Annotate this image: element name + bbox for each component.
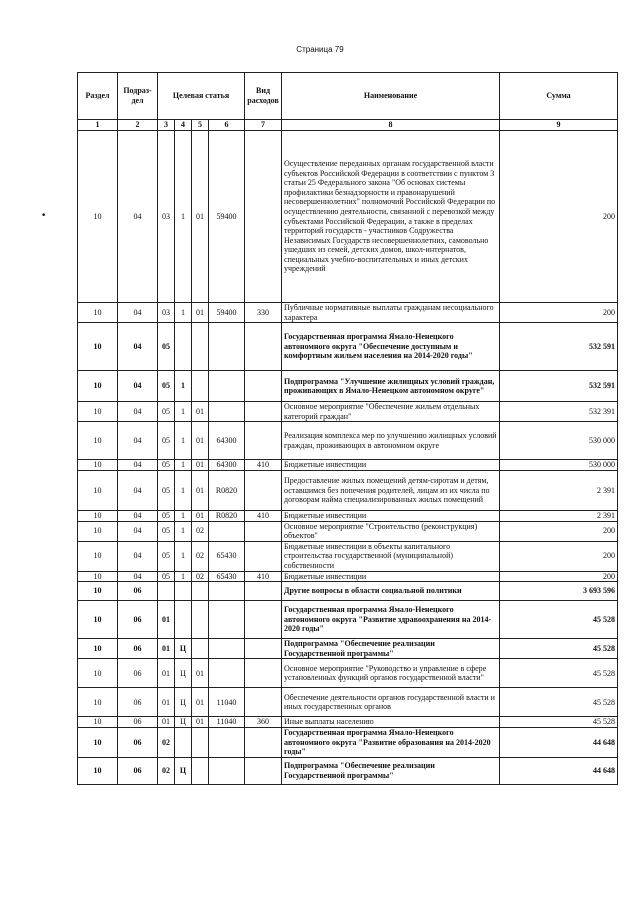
code-cell-v bbox=[245, 727, 282, 757]
code-cell-d: 11040 bbox=[209, 717, 245, 728]
code-cell-v bbox=[245, 541, 282, 571]
table-row bbox=[78, 470, 618, 510]
name-cell: Иные выплаты населению bbox=[282, 717, 500, 728]
code-cell-v bbox=[245, 601, 282, 639]
stray-mark: • bbox=[41, 211, 47, 221]
name-cell: Осуществление переданных органам государственной власти субъектов Российской Федерации в соответствии с пунктом 3 статьи 25 Федерального закона "Об основах системы профилактики безнадзорности и правонарушений несовершеннолетних" полномочий Российской Федерации по осуществлению деятельности, связанной с перевозкой между субъектами Российской Федерации, а также в пределах территорий государств - участников Содружества Независимых Государств несовершеннолетних, самовольно ушедших из семей, детских домов, школ-интернатов, специальных учебно-воспитательных и иных детских учреждений bbox=[282, 131, 500, 303]
code-cell-c bbox=[192, 757, 209, 784]
code-cell-c: 01 bbox=[192, 303, 209, 323]
code-cell-a: 05 bbox=[158, 422, 175, 460]
table-row bbox=[78, 571, 618, 582]
code-cell-a: 05 bbox=[158, 510, 175, 521]
table-row bbox=[78, 582, 618, 601]
code-cell-v bbox=[245, 639, 282, 659]
sum-cell: 44 648 bbox=[500, 727, 618, 757]
code-cell-v bbox=[245, 659, 282, 688]
code-cell-a: 05 bbox=[158, 571, 175, 582]
code-cell-c bbox=[192, 639, 209, 659]
code-cell-p: 04 bbox=[118, 521, 158, 541]
table-row bbox=[78, 601, 618, 639]
code-cell-v bbox=[245, 582, 282, 601]
sum-cell: 2 391 bbox=[500, 470, 618, 510]
name-cell: Подпрограмма "Улучшение жилищных условий граждан, проживающих в Ямало-Ненецком автономном округе" bbox=[282, 371, 500, 402]
code-cell-a: 03 bbox=[158, 303, 175, 323]
table-row bbox=[78, 639, 618, 659]
code-cell-b: 1 bbox=[175, 303, 192, 323]
table-row bbox=[78, 303, 618, 323]
table-row bbox=[78, 510, 618, 521]
code-cell-b: 1 bbox=[175, 402, 192, 422]
table-row bbox=[78, 727, 618, 757]
sum-cell: 532 591 bbox=[500, 323, 618, 371]
code-cell-d bbox=[209, 323, 245, 371]
sum-cell: 200 bbox=[500, 571, 618, 582]
sum-cell: 200 bbox=[500, 303, 618, 323]
code-cell-c: 01 bbox=[192, 688, 209, 717]
code-cell-d bbox=[209, 521, 245, 541]
code-cell-c: 02 bbox=[192, 571, 209, 582]
code-cell-p: 06 bbox=[118, 688, 158, 717]
code-cell-b bbox=[175, 727, 192, 757]
code-cell-v bbox=[245, 371, 282, 402]
sum-cell: 200 bbox=[500, 131, 618, 303]
code-cell-c: 01 bbox=[192, 659, 209, 688]
code-cell-p: 04 bbox=[118, 571, 158, 582]
code-cell-b: Ц bbox=[175, 757, 192, 784]
table-row bbox=[78, 460, 618, 471]
code-cell-c bbox=[192, 601, 209, 639]
code-cell-d: 11040 bbox=[209, 688, 245, 717]
code-cell-p: 04 bbox=[118, 460, 158, 471]
code-cell-c: 01 bbox=[192, 717, 209, 728]
header-name: Наименование bbox=[282, 73, 500, 120]
code-cell-r: 10 bbox=[78, 371, 118, 402]
code-cell-b: Ц bbox=[175, 688, 192, 717]
table-row bbox=[78, 688, 618, 717]
code-cell-a: 01 bbox=[158, 601, 175, 639]
code-cell-a: 01 bbox=[158, 659, 175, 688]
code-cell-b: 1 bbox=[175, 371, 192, 402]
code-cell-a: 05 bbox=[158, 402, 175, 422]
name-cell: Государственная программа Ямало-Ненецкого автономного округа "Развитие образования на 2014-2020 годы" bbox=[282, 727, 500, 757]
sum-cell: 45 528 bbox=[500, 659, 618, 688]
table-header-row bbox=[78, 73, 618, 120]
code-cell-b bbox=[175, 582, 192, 601]
code-cell-p: 04 bbox=[118, 422, 158, 460]
header-sum: Сумма bbox=[500, 73, 618, 120]
code-cell-v bbox=[245, 323, 282, 371]
code-cell-d bbox=[209, 757, 245, 784]
code-cell-p: 04 bbox=[118, 510, 158, 521]
sum-cell: 3 693 596 bbox=[500, 582, 618, 601]
table-row bbox=[78, 757, 618, 784]
code-cell-c bbox=[192, 323, 209, 371]
code-cell-d: 64300 bbox=[209, 422, 245, 460]
header-razdel: Раздел bbox=[78, 73, 118, 120]
name-cell: Государственная программа Ямало-Ненецкого автономного округа "Обеспечение доступным и комфортным жильем населения на 2014-2020 годы" bbox=[282, 323, 500, 371]
code-cell-d: 65430 bbox=[209, 541, 245, 571]
code-cell-b: 1 bbox=[175, 541, 192, 571]
sum-cell: 532 391 bbox=[500, 402, 618, 422]
code-cell-d bbox=[209, 371, 245, 402]
column-number-row bbox=[78, 120, 618, 131]
code-cell-r: 10 bbox=[78, 521, 118, 541]
code-cell-c: 01 bbox=[192, 460, 209, 471]
code-cell-v: 330 bbox=[245, 303, 282, 323]
name-cell: Бюджетные инвестиции bbox=[282, 460, 500, 471]
column-number: 7 bbox=[245, 120, 282, 131]
code-cell-d bbox=[209, 601, 245, 639]
sum-cell: 45 528 bbox=[500, 601, 618, 639]
code-cell-p: 06 bbox=[118, 757, 158, 784]
page-number: Страница 79 bbox=[296, 45, 344, 54]
code-cell-p: 06 bbox=[118, 639, 158, 659]
code-cell-p: 04 bbox=[118, 470, 158, 510]
code-cell-p: 04 bbox=[118, 402, 158, 422]
sum-cell: 44 648 bbox=[500, 757, 618, 784]
name-cell: Бюджетные инвестиции в объекты капитального строительства государственной (муниципальной) собственности bbox=[282, 541, 500, 571]
column-number: 2 bbox=[118, 120, 158, 131]
code-cell-a bbox=[158, 582, 175, 601]
table-row bbox=[78, 521, 618, 541]
code-cell-p: 04 bbox=[118, 541, 158, 571]
code-cell-v bbox=[245, 470, 282, 510]
code-cell-c: 01 bbox=[192, 470, 209, 510]
table-row bbox=[78, 541, 618, 571]
code-cell-b: 1 bbox=[175, 571, 192, 582]
column-number: 3 bbox=[158, 120, 175, 131]
code-cell-r: 10 bbox=[78, 639, 118, 659]
code-cell-c: 02 bbox=[192, 521, 209, 541]
code-cell-c bbox=[192, 371, 209, 402]
code-cell-p: 06 bbox=[118, 727, 158, 757]
sum-cell: 2 391 bbox=[500, 510, 618, 521]
code-cell-r: 10 bbox=[78, 470, 118, 510]
code-cell-b: 1 bbox=[175, 521, 192, 541]
code-cell-d: 64300 bbox=[209, 460, 245, 471]
sum-cell: 45 528 bbox=[500, 688, 618, 717]
column-number: 6 bbox=[209, 120, 245, 131]
code-cell-a: 05 bbox=[158, 323, 175, 371]
name-cell: Основное мероприятие "Обеспечение жильем отдельных категорий граждан" bbox=[282, 402, 500, 422]
code-cell-a: 05 bbox=[158, 371, 175, 402]
code-cell-r: 10 bbox=[78, 510, 118, 521]
code-cell-r: 10 bbox=[78, 402, 118, 422]
name-cell: Обеспечение деятельности органов государственной власти и иных государственных органов bbox=[282, 688, 500, 717]
column-number: 8 bbox=[282, 120, 500, 131]
sum-cell: 45 528 bbox=[500, 717, 618, 728]
code-cell-r: 10 bbox=[78, 131, 118, 303]
code-cell-a: 05 bbox=[158, 541, 175, 571]
code-cell-p: 06 bbox=[118, 659, 158, 688]
code-cell-d: 59400 bbox=[209, 131, 245, 303]
sum-cell: 45 528 bbox=[500, 639, 618, 659]
table-row bbox=[78, 422, 618, 460]
code-cell-r: 10 bbox=[78, 303, 118, 323]
table-row bbox=[78, 402, 618, 422]
name-cell: Подпрограмма "Обеспечение реализации Государственной программы" bbox=[282, 639, 500, 659]
sum-cell: 530 000 bbox=[500, 460, 618, 471]
code-cell-b: 1 bbox=[175, 510, 192, 521]
code-cell-b: 1 bbox=[175, 422, 192, 460]
code-cell-r: 10 bbox=[78, 659, 118, 688]
column-number: 9 bbox=[500, 120, 618, 131]
code-cell-d: 65430 bbox=[209, 571, 245, 582]
code-cell-b bbox=[175, 323, 192, 371]
sum-cell: 200 bbox=[500, 521, 618, 541]
code-cell-p: 06 bbox=[118, 601, 158, 639]
code-cell-r: 10 bbox=[78, 688, 118, 717]
code-cell-r: 10 bbox=[78, 582, 118, 601]
code-cell-p: 04 bbox=[118, 131, 158, 303]
code-cell-a: 03 bbox=[158, 131, 175, 303]
code-cell-v: 410 bbox=[245, 571, 282, 582]
code-cell-v: 360 bbox=[245, 717, 282, 728]
code-cell-v bbox=[245, 422, 282, 460]
code-cell-r: 10 bbox=[78, 601, 118, 639]
code-cell-a: 05 bbox=[158, 470, 175, 510]
header-expense-type: Вид расходов bbox=[245, 73, 282, 120]
code-cell-v bbox=[245, 757, 282, 784]
code-cell-b: Ц bbox=[175, 717, 192, 728]
name-cell: Подпрограмма "Обеспечение реализации Государственной программы" bbox=[282, 757, 500, 784]
code-cell-v bbox=[245, 521, 282, 541]
code-cell-c: 01 bbox=[192, 510, 209, 521]
code-cell-b: 1 bbox=[175, 460, 192, 471]
code-cell-b: Ц bbox=[175, 639, 192, 659]
code-cell-d: 59400 bbox=[209, 303, 245, 323]
code-cell-c: 01 bbox=[192, 131, 209, 303]
code-cell-c: 01 bbox=[192, 402, 209, 422]
code-cell-d bbox=[209, 402, 245, 422]
sum-cell: 530 000 bbox=[500, 422, 618, 460]
code-cell-r: 10 bbox=[78, 571, 118, 582]
name-cell: Государственная программа Ямало-Ненецкого автономного округа "Развитие здравоохранения на 2014-2020 годы" bbox=[282, 601, 500, 639]
code-cell-r: 10 bbox=[78, 323, 118, 371]
code-cell-a: 02 bbox=[158, 727, 175, 757]
code-cell-c bbox=[192, 582, 209, 601]
code-cell-b: 1 bbox=[175, 470, 192, 510]
code-cell-r: 10 bbox=[78, 757, 118, 784]
code-cell-b: 1 bbox=[175, 131, 192, 303]
name-cell: Основное мероприятие "Руководство и управление в сфере установленных функций органов государственной власти" bbox=[282, 659, 500, 688]
code-cell-r: 10 bbox=[78, 460, 118, 471]
code-cell-c: 01 bbox=[192, 422, 209, 460]
code-cell-c bbox=[192, 727, 209, 757]
name-cell: Предоставление жилых помещений детям-сиротам и детям, оставшимся без попечения родителей, лицам из их числа по договорам найма специализированных жилых помещений bbox=[282, 470, 500, 510]
sum-cell: 532 591 bbox=[500, 371, 618, 402]
code-cell-v bbox=[245, 402, 282, 422]
column-number: 4 bbox=[175, 120, 192, 131]
sum-cell: 200 bbox=[500, 541, 618, 571]
name-cell: Другие вопросы в области социальной политики bbox=[282, 582, 500, 601]
name-cell: Бюджетные инвестиции bbox=[282, 571, 500, 582]
name-cell: Реализация комплекса мер по улучшению жилищных условий граждан, проживающих в автономном округе bbox=[282, 422, 500, 460]
header-podrazdel: Подраз-дел bbox=[118, 73, 158, 120]
code-cell-r: 10 bbox=[78, 422, 118, 460]
code-cell-p: 04 bbox=[118, 303, 158, 323]
code-cell-b bbox=[175, 601, 192, 639]
column-number: 5 bbox=[192, 120, 209, 131]
code-cell-a: 05 bbox=[158, 460, 175, 471]
code-cell-a: 01 bbox=[158, 639, 175, 659]
table-row bbox=[78, 323, 618, 371]
code-cell-p: 06 bbox=[118, 717, 158, 728]
code-cell-a: 02 bbox=[158, 757, 175, 784]
code-cell-b: Ц bbox=[175, 659, 192, 688]
code-cell-d bbox=[209, 659, 245, 688]
code-cell-d: R0820 bbox=[209, 470, 245, 510]
code-cell-v bbox=[245, 131, 282, 303]
code-cell-a: 01 bbox=[158, 717, 175, 728]
code-cell-d bbox=[209, 582, 245, 601]
table-row bbox=[78, 371, 618, 402]
code-cell-a: 01 bbox=[158, 688, 175, 717]
code-cell-r: 10 bbox=[78, 541, 118, 571]
code-cell-v bbox=[245, 688, 282, 717]
code-cell-r: 10 bbox=[78, 717, 118, 728]
code-cell-d: R0820 bbox=[209, 510, 245, 521]
code-cell-p: 06 bbox=[118, 582, 158, 601]
budget-table bbox=[77, 72, 618, 785]
name-cell: Публичные нормативные выплаты гражданам несоциального характера bbox=[282, 303, 500, 323]
code-cell-p: 04 bbox=[118, 323, 158, 371]
header-target-article: Целевая статья bbox=[158, 73, 245, 120]
code-cell-v: 410 bbox=[245, 510, 282, 521]
code-cell-d bbox=[209, 639, 245, 659]
table-row bbox=[78, 131, 618, 303]
name-cell: Основное мероприятие "Строительство (реконструкция) объектов" bbox=[282, 521, 500, 541]
code-cell-a: 05 bbox=[158, 521, 175, 541]
code-cell-r: 10 bbox=[78, 727, 118, 757]
column-number: 1 bbox=[78, 120, 118, 131]
code-cell-p: 04 bbox=[118, 371, 158, 402]
code-cell-v: 410 bbox=[245, 460, 282, 471]
name-cell: Бюджетные инвестиции bbox=[282, 510, 500, 521]
table-row bbox=[78, 659, 618, 688]
code-cell-d bbox=[209, 727, 245, 757]
table-row bbox=[78, 717, 618, 728]
code-cell-c: 02 bbox=[192, 541, 209, 571]
